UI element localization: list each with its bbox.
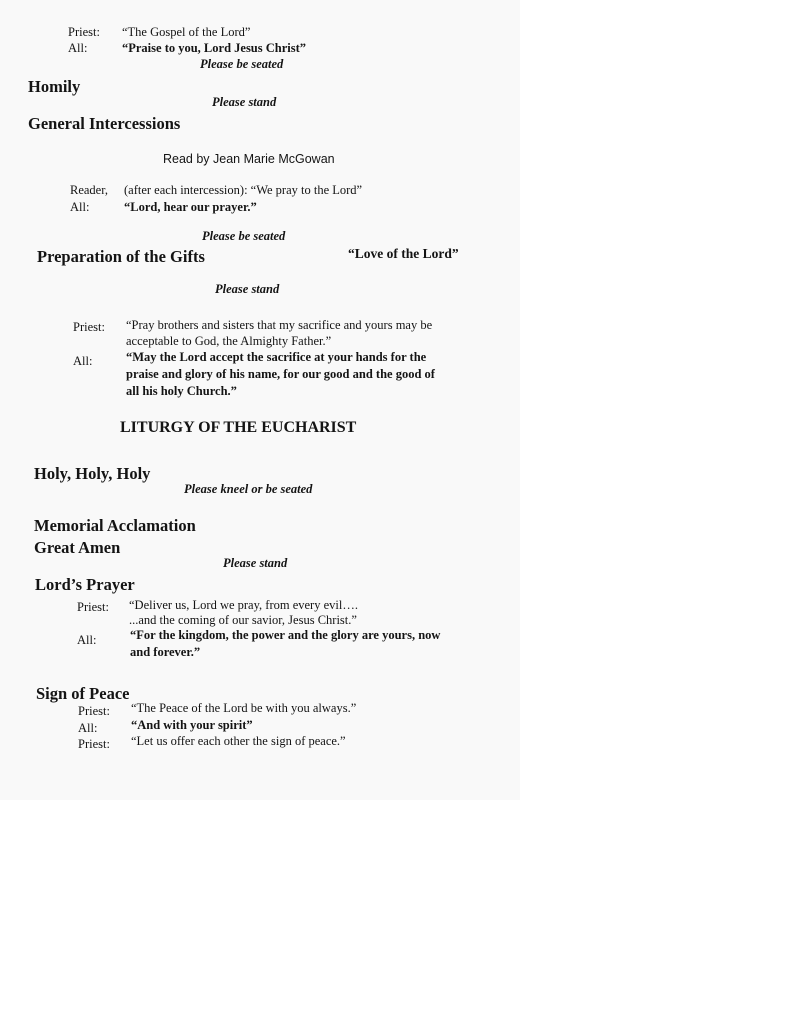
gifts-rubric: Please stand (215, 282, 280, 296)
peace-priest-text: “The Peace of the Lord be with you always.” (131, 701, 357, 715)
peace-priest2-text: “Let us offer each other the sign of peace.” (131, 734, 346, 748)
intercessions-rubric: Please be seated (202, 229, 286, 243)
gospel-rubric: Please be seated (200, 57, 284, 71)
gifts-priest-line1: “Pray brothers and sisters that my sacrifice and yours may be (126, 318, 433, 332)
homily-heading: Homily (28, 77, 81, 96)
gifts-all-line2: praise and glory of his name, for our good and the good of (126, 367, 435, 381)
gospel-priest-text: “The Gospel of the Lord” (122, 25, 251, 39)
gifts-priest-label: Priest: (73, 320, 105, 334)
lords-prayer-all-line2: and forever.” (130, 645, 201, 659)
intercessions-all-text: “Lord, hear our prayer.” (124, 200, 257, 214)
gospel-priest-label: Priest: (68, 25, 100, 39)
peace-all-label: All: (78, 721, 98, 735)
memorial-heading: Memorial Acclamation (34, 516, 196, 535)
gifts-all-line1: “May the Lord accept the sacrifice at your hands for the (126, 350, 427, 364)
lords-prayer-all-label: All: (77, 633, 97, 647)
intercessions-reader-note: Read by Jean Marie McGowan (163, 152, 335, 166)
intercessions-reader-label: Reader, (70, 183, 109, 197)
gifts-heading: Preparation of the Gifts (37, 247, 205, 266)
lords-prayer-priest-line2: ...and the coming of our savior, Jesus Christ.” (129, 613, 357, 627)
peace-priest-label: Priest: (78, 704, 110, 718)
amen-rubric: Please stand (223, 556, 288, 570)
gifts-all-line3: all his holy Church.” (126, 384, 237, 398)
lords-prayer-all-line1: “For the kingdom, the power and the glory are yours, now (130, 628, 441, 642)
peace-heading: Sign of Peace (36, 684, 130, 703)
homily-rubric: Please stand (212, 95, 277, 109)
lords-prayer-priest-label: Priest: (77, 600, 109, 614)
gospel-all-label: All: (68, 41, 88, 55)
intercessions-heading: General Intercessions (28, 114, 181, 133)
holy-heading: Holy, Holy, Holy (34, 464, 151, 483)
gospel-all-text: “Praise to you, Lord Jesus Christ” (122, 41, 307, 55)
holy-rubric: Please kneel or be seated (184, 482, 313, 496)
intercessions-reader-text: (after each intercession): “We pray to the Lord” (124, 183, 363, 197)
gifts-all-label: All: (73, 354, 93, 368)
gifts-priest-line2: acceptable to God, the Almighty Father.” (126, 334, 332, 348)
eucharist-section-title: LITURGY OF THE EUCHARIST (120, 419, 357, 436)
intercessions-all-label: All: (70, 200, 90, 214)
amen-heading: Great Amen (34, 538, 121, 557)
peace-all-text: “And with your spirit” (131, 718, 253, 732)
gifts-hymn: “Love of the Lord” (348, 246, 459, 261)
lords-prayer-priest-line1: “Deliver us, Lord we pray, from every evil…. (129, 598, 358, 612)
peace-priest2-label: Priest: (78, 737, 110, 751)
lords-prayer-heading: Lord’s Prayer (35, 575, 135, 594)
